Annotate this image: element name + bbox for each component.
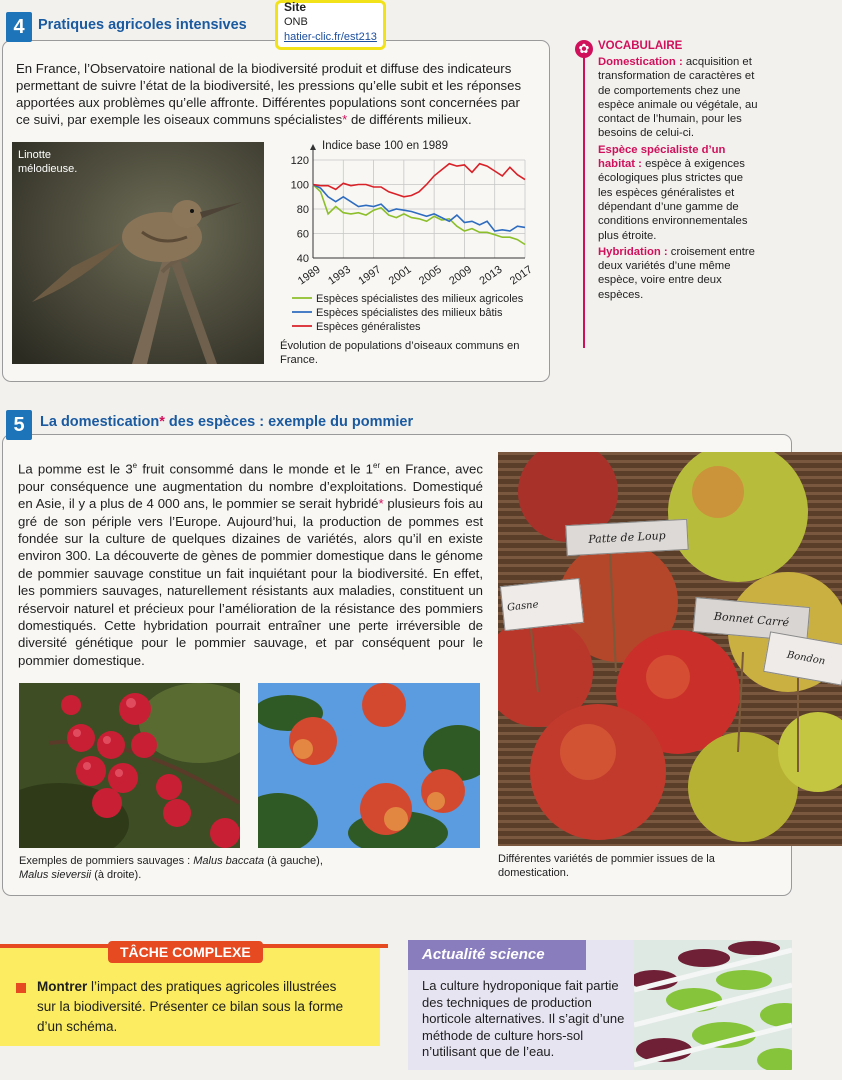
chart-xtick-label: 2005 <box>416 263 444 288</box>
chart-xtick-label: 2009 <box>447 263 475 288</box>
chart-legend-label: Espèces généralistes <box>316 321 421 333</box>
label-patte-de-loup: Patte de Loup <box>565 519 688 556</box>
chart-gridlines <box>313 160 525 258</box>
chart-y-axis-arrow <box>310 144 316 150</box>
label-bondon: Bondon <box>763 631 842 685</box>
site-name: ONB <box>284 16 308 28</box>
task-heading: TÂCHE COMPLEXE <box>108 941 263 963</box>
chart-lines <box>313 164 525 245</box>
section5-title: La domestication* des espèces : exemple du pommier <box>40 414 414 430</box>
hydroponic-photo <box>634 940 792 1070</box>
vocabulary-entries <box>598 55 758 302</box>
chart-xtick-label: 2001 <box>386 263 414 288</box>
chart-title: Indice base 100 en 1989 <box>322 140 448 152</box>
domestic-varieties-photo <box>498 452 842 846</box>
chart-xtick-label: 2013 <box>477 263 505 288</box>
chart-yticks <box>291 155 309 265</box>
vocabulary-box <box>571 38 836 338</box>
chart-xtick-label: 1989 <box>295 263 323 288</box>
vocab-entry-domestication: Domestication : acquisition et transformation de caractères et de comportements chez une espèce animale ou végétale, au contact de l’humain, pour les besoins de celui-ci. <box>598 56 758 140</box>
chart-xticks <box>296 264 535 288</box>
flower-icon: ✿ <box>575 40 593 58</box>
chart-ytick-label: 60 <box>296 228 309 241</box>
vocab-entry-hybridation: Hybridation : croisement entre deux variétés d’une même espèce, voire entre deux espèces. <box>598 245 755 301</box>
chart-ytick-label: 100 <box>290 179 309 192</box>
site-label: Site <box>284 0 307 14</box>
site-url[interactable]: hatier-clic.fr/est213 <box>284 31 377 43</box>
label-gasne: Gasne <box>500 578 584 631</box>
chart-caption: Évolution de populations d’oiseaux communs en France. <box>280 340 520 366</box>
vocabulary-heading: VOCABULAIRE <box>598 40 683 52</box>
section4-title: Pratiques agricoles intensives <box>38 17 247 33</box>
chart-axes <box>310 144 525 258</box>
malus-baccata-photo <box>19 683 240 848</box>
vocab-entry-specialist: Espèce spécialiste d’un habitat : espèce à exigences écologiques plus strictes que les espèces généralistes et dépendant d’une gamme de conditions environnementales plus étroite. <box>598 143 748 242</box>
news-heading: Actualité science <box>408 940 586 970</box>
chart-ytick-label: 40 <box>296 253 309 265</box>
chart-legend-label: Espèces spécialistes des milieux bâtis <box>316 307 503 319</box>
chart-legend-label: Espèces spécialistes des milieux agricoles <box>316 293 524 305</box>
domestic-varieties-caption: Différentes variétés de pommier issues de la domestication. <box>498 853 715 879</box>
malus-sieversii-illustration <box>258 683 480 848</box>
malus-sieversii-photo <box>258 683 480 848</box>
site-link-box[interactable] <box>275 0 386 50</box>
chart-legend <box>292 293 524 333</box>
bird-population-chart <box>280 134 546 352</box>
chart-xtick-label: 1993 <box>326 263 354 288</box>
task-bullet-icon <box>16 983 26 993</box>
section4-number: 4 <box>6 12 32 42</box>
chart-series-line-2 <box>313 164 525 197</box>
chart-ytick-label: 120 <box>290 155 309 167</box>
chart-ytick-label: 80 <box>296 204 309 216</box>
label-bonnet-carre: Bonnet Carré <box>693 597 811 642</box>
section4-intro: En France, l’Observatoire national de la biodiversité produit et diffuse des indicateurs permettant de suivre l’état de la biodiversité, les pressions qu’elle subit et les réponses apportées aux problèmes qu’elle affronte. Différentes populations sont concernées par ce suivi, par exemple les oiseaux communs spécialistes* de différents milieux. <box>16 61 522 127</box>
chart-xtick-label: 1997 <box>356 263 384 288</box>
task-text: Montrer l’impact des pratiques agricoles illustrées sur la biodiversité. Présenter ce bilan sous la forme d’un schéma. <box>37 979 344 1034</box>
hydroponic-illustration <box>634 940 792 1070</box>
chart-xtick-label: 2017 <box>507 263 535 288</box>
news-text: La culture hydroponique fait partie des techniques de production horticole alternatives. Il s’agit d’une méthode de culture hors-sol n’utilisant que de l’eau. <box>422 978 625 1059</box>
wild-apples-caption: Exemples de pommiers sauvages : Malus baccata (à gauche), Malus sieversii (à droite). <box>19 855 323 881</box>
linnet-caption: Linotte mélodieuse. <box>18 149 78 175</box>
malus-baccata-illustration <box>19 683 240 848</box>
section5-text: La pomme est le 3e fruit consommé dans le monde et le 1er en France, avec pour conséquence une augmentation du nombre d’exploitations. Domestiqué en Asie, il y a plus de 4 000 ans, le pommier se serait hybridé* plusieurs fois au gré de son périple vers l’Europe. Aujourd’hui, la production de pommes est fondée sur la culture de quelques dizaines de variétés, alors qu’il en existe environ 300. La découverte de gènes de pommier domestique dans le génome de pommier sauvage constitue un fait inquiétant pour la biodiversité. En effet, les pommiers sauvages, naturellement résistants aux maladies, constituent un réservoir naturel et précieux pour l’amélioration de la résistance des pommiers domestiqués. Cette hybridation pourrait entraîner une perte irréversible de diversité génétique pour le pommier sauvage, et par conséquent pour le pommier domestique. <box>18 461 483 668</box>
section5-number: 5 <box>6 410 32 440</box>
linnet-photo <box>12 142 264 364</box>
vocabulary-rule <box>583 56 585 348</box>
